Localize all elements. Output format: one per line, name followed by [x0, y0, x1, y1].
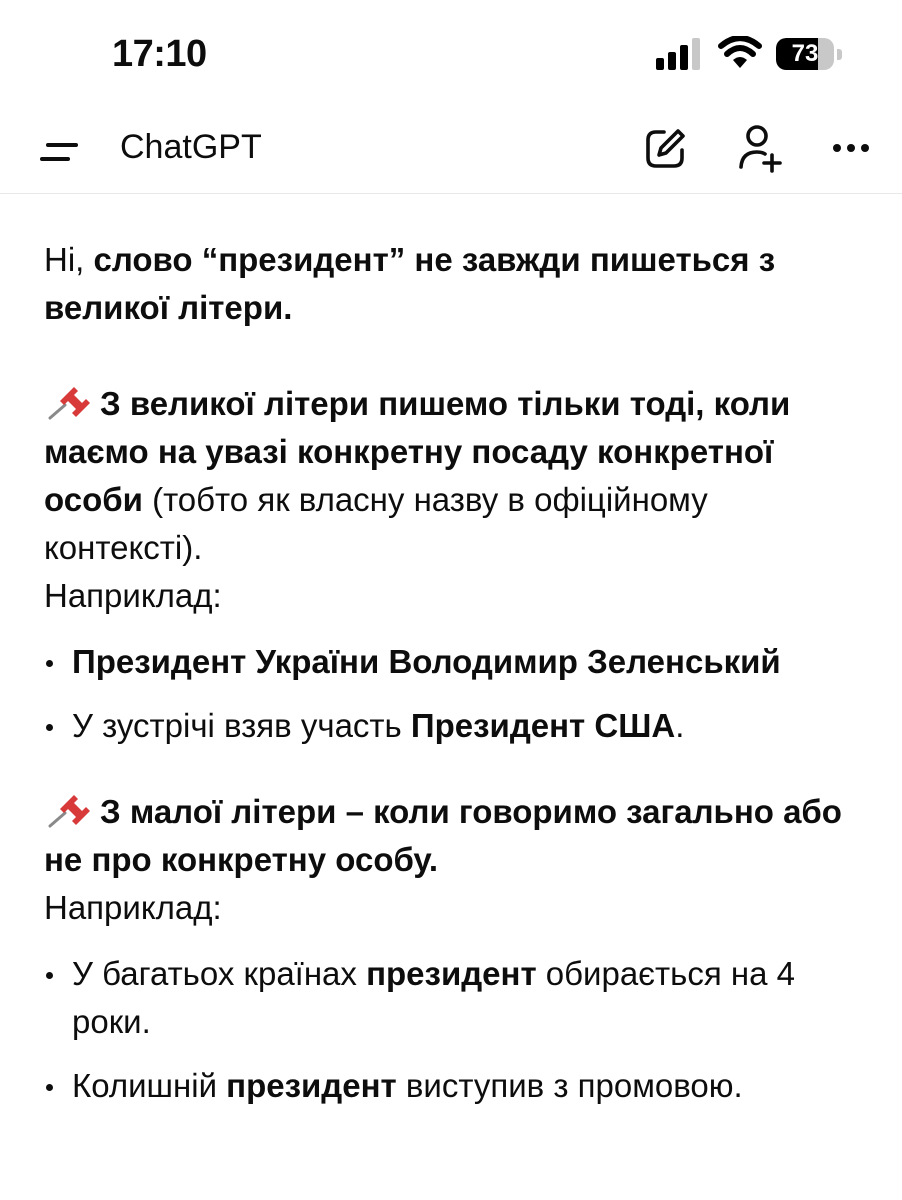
- example-pre: У зустрічі взяв участь: [72, 707, 411, 744]
- section2-bold: З малої літери – коли говоримо загально або не про конкретну особу.: [44, 793, 842, 878]
- section1-examples: [44, 638, 874, 750]
- example-bold: Президент США: [410, 707, 676, 744]
- example-post: виступив з промовою.: [396, 1067, 743, 1104]
- intro-lead: Ні,: [44, 241, 94, 278]
- app-title[interactable]: ChatGPT: [120, 128, 262, 166]
- section2-examples: [44, 950, 874, 1110]
- add-user-icon[interactable]: [734, 122, 784, 174]
- wifi-icon: [718, 36, 762, 70]
- example-post: .: [675, 707, 685, 744]
- list-item: [44, 638, 874, 686]
- list-item: [44, 1062, 874, 1110]
- new-chat-icon[interactable]: [642, 126, 688, 172]
- list-item: [44, 702, 874, 750]
- section1-example-label: Наприклад:: [44, 577, 222, 614]
- example-pre: У багатьох країнах: [72, 955, 367, 992]
- intro-paragraph: [44, 236, 874, 332]
- section2-example-label: Наприклад:: [44, 889, 222, 926]
- example-bold: Президент України Володимир Зеленський: [72, 643, 781, 680]
- section-uppercase: [44, 380, 874, 620]
- pushpin-icon: [44, 791, 94, 829]
- intro-bold: слово “президент” не завжди пишеться з великої літери.: [44, 241, 776, 326]
- battery-level: 73: [791, 40, 819, 67]
- app-header: [0, 108, 902, 194]
- section-lowercase: [44, 788, 874, 932]
- section1-bold: З великої літери пишемо тільки тоді, коли маємо на увазі конкретну посаду конкретної особи: [44, 385, 791, 518]
- example-pre: Колишній: [72, 1067, 227, 1104]
- more-icon[interactable]: [826, 130, 876, 166]
- status-time: 17:10: [112, 33, 207, 75]
- section1-rest: (тобто як власну назву в офіційному контексті).: [44, 481, 708, 566]
- menu-icon[interactable]: [38, 136, 80, 168]
- example-bold: президент: [226, 1067, 397, 1104]
- pushpin-icon: [44, 383, 94, 421]
- list-item: [44, 950, 874, 1046]
- cellular-signal-icon: [656, 38, 700, 70]
- status-bar: [0, 0, 902, 108]
- battery-indicator: [776, 38, 842, 70]
- example-post: обирається на 4 роки.: [72, 955, 795, 1040]
- example-bold: президент: [366, 955, 537, 992]
- assistant-message: [44, 236, 874, 1126]
